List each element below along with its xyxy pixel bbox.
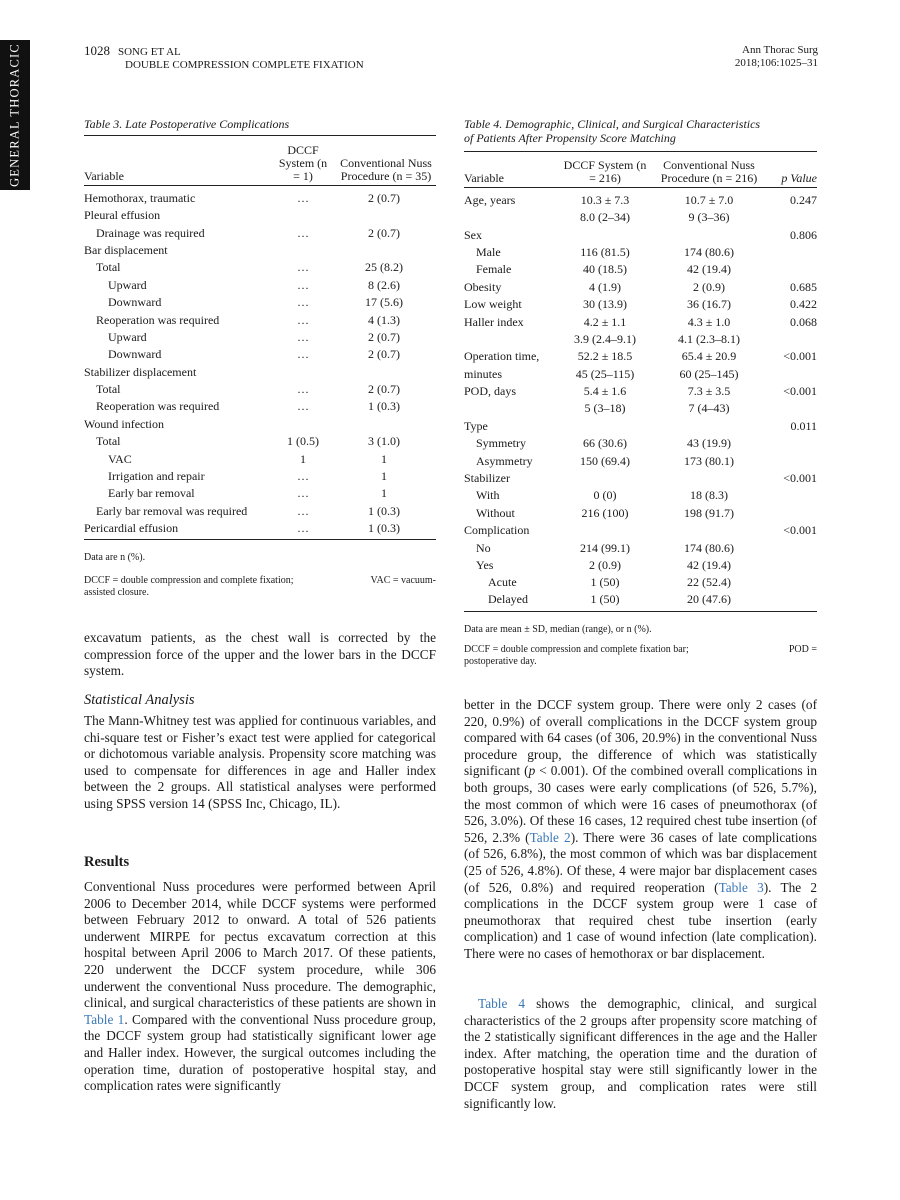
paragraph-matching [464,996,817,1112]
table4-row [464,574,817,591]
table4-cell-variable: Female [476,262,512,277]
table4-cell-dccf: 66 (30.6) [583,436,627,451]
table3-row [84,311,436,328]
table4-row [464,243,817,260]
table3-cell-dccf [274,363,332,380]
table3-row [84,363,436,380]
table4-cell-nuss: 42 (19.4) [687,262,731,277]
table4-cell-variable: Complication [464,523,530,538]
table4-cell-dccf: 4.2 ± 1.1 [583,314,627,329]
table4-cell-pvalue [768,435,817,452]
table3-cell-dccf: … [297,382,309,397]
table4-cell-pvalue: 0.422 [790,297,817,312]
table3-row [84,186,436,207]
side-tab-label: GENERAL THORACIC [7,43,22,187]
table4-cell-dccf [560,226,650,243]
table3-cell-variable: Total [96,434,121,449]
table4-row [464,278,817,295]
table3-cell-variable: Total [96,260,121,275]
header-journal: Ann Thorac Surg [742,44,818,56]
table4-row [464,452,817,469]
table4-cell-nuss: 198 (91.7) [684,505,734,520]
complications-text-b: < 0.001). Of the combined overall complications in both groups, 30 cases were early complications (of 526, 5.7%), the most common of which were 16 cases of pneumothorax (of 526, 3.0%). Of these 16 cases, 12 required chest tube insertion (of 526, 2.3% ( [464,763,817,845]
table3-note: Data are n (%). [84,552,146,563]
table3-cell-dccf: … [297,486,309,501]
table2-link[interactable]: Table 2 [529,829,571,845]
p-symbol: p [528,763,536,779]
table4-abbrev-pod: POD = [788,644,817,655]
table3-row [84,207,436,224]
table3-cell-variable: Reoperation was required [96,312,220,327]
table4-cell-variable: Operation time, [464,349,540,364]
table4-cell-pvalue [768,209,817,226]
table3-abbrev-dccf: DCCF = double compression and complete fixation; [84,575,294,586]
table4-row [464,487,817,504]
table4-cell-variable: Symmetry [476,436,526,451]
heading-statistical-analysis: Statistical Analysis [84,692,195,708]
complications-text-a: better in the DCCF system group. There were only 2 cases (of 220, 0.9%) of overall complications in the DCCF system group compared with 64 cases (of 306, 20.9%) in the conventional Nuss procedure group, the difference of which was statistically significant ( [464,697,817,779]
table4-cell-pvalue: <0.001 [783,471,817,486]
table3-cell-variable: Early bar removal was required [96,503,248,518]
header-citation: 2018;106:1025–31 [734,57,818,69]
table4-cell-nuss: 20 (47.6) [687,592,731,607]
table3-cell-nuss [332,415,436,432]
table4-row [464,188,817,209]
table3-cell-nuss: 2 (0.7) [368,382,400,397]
table4-cell-dccf: 5 (3–18) [584,401,626,416]
table4-cell-dccf: 45 (25–115) [575,366,635,381]
table4-note: Data are mean ± SD, median (range), or n (%). [464,624,652,635]
table4-cell-variable: Yes [476,558,494,572]
table4-cell-nuss: 65.4 ± 20.9 [681,349,737,364]
table3-row [84,224,436,241]
table4-row [464,400,817,417]
table4-cell-dccf: 116 (81.5) [580,244,630,259]
table3-abbrev [84,575,436,599]
table3-cell-nuss [332,363,436,380]
table4-cell-variable: Stabilizer [464,471,510,486]
table4-cell-dccf: 3.9 (2.4–9.1) [574,331,636,346]
table4-row [464,417,817,434]
table4-row [464,382,817,399]
table3-row [84,450,436,467]
table4-cell-nuss: 174 (80.6) [684,540,734,555]
table3-cell-variable: Drainage was required [96,225,205,240]
table3-cell-nuss: 1 (0.3) [368,399,400,414]
table3 [84,135,436,540]
running-header-left [84,44,364,72]
table4 [464,151,817,612]
table3-cell-nuss: 1 [381,486,387,501]
table3-header-row [84,136,436,186]
paragraph-statistical-analysis: The Mann-Whitney test was applied for continuous variables, and chi-square test or Fisher’s exact test were applied for categorical or dichotomous variable analysis. Propensity score matching was used to compensate for differences in age and Haller index between the 2 groups. All statistical analyses were performed using SPSS version 14 (SPSS Inc, Chicago, IL). [84,713,436,811]
table4-cell-nuss [650,522,768,539]
table4-cell-pvalue [768,330,817,347]
table3-cell-dccf: … [297,399,309,414]
table4-abbrev-dccf: DCCF = double compression and complete fixation bar; [464,644,689,655]
running-header-right [735,44,818,70]
table3-cell-dccf: … [297,347,309,362]
table4-cell-variable: With [476,488,500,503]
table3-cell-variable: Bar displacement [84,242,168,257]
table3-cell-variable: Reoperation was required [96,399,220,414]
table4-cell-nuss: 4.3 ± 1.0 [687,314,731,329]
results-text-b: . Compared with the conventional Nuss procedure group, the DCCF system group had statistically significant lower age and Haller index. However, the surgical outcomes including the operation time, duration of postoperative hospital stay, and complication rates were significantly [84,1011,436,1094]
table4-cell-pvalue: <0.001 [783,523,817,538]
table4-cell-pvalue [768,591,817,611]
table4-cell-nuss: 174 (80.6) [684,244,734,259]
table4-cell-pvalue [768,574,817,591]
table4-cell-variable: Asymmetry [476,453,533,468]
table3-cell-variable: Pleural effusion [84,208,161,223]
complications-text-d: ). The 2 complications in the DCCF system group were 1 case of pneumothorax that required chest tube insertion (early complication) and 1 case of wound infection (late complication). There were no cases of hemothorax or bar displacement. [464,879,817,961]
table3-abbrev-vac-cont: assisted closure. [84,587,149,598]
table4-row [464,556,817,573]
table3-row [84,276,436,293]
table4-cell-variable: Type [464,418,488,433]
table4-cell-dccf: 40 (18.5) [583,262,627,277]
table4-row [464,522,817,539]
table3-row [84,293,436,310]
table3-row [84,380,436,397]
table4-row [464,348,817,365]
table3-cell-dccf: 1 [300,451,306,466]
table3-cell-variable: Downward [108,347,162,362]
results-text-a: Conventional Nuss procedures were performed between April 2006 to December 2014, while DCCF systems were performed between February 2012 to onward. A total of 526 patients underwent MIRPE for pectus excavatum correction at this hospital between April 2006 to March 2017. Of these patients, 220 underwent the DCCF system procedure, while 306 underwent the conventional Nuss procedure. The demographic, clinical, and surgical characteristics of these patients are shown in [84,879,436,1011]
table4-cell-variable: minutes [464,366,502,381]
heading-results: Results [84,854,130,870]
table3-cell-nuss: 4 (1.3) [368,312,400,327]
table4-cell-nuss: 36 (16.7) [687,297,731,312]
table4-cell-variable: Without [476,505,515,520]
table4-cell-nuss: 22 (52.4) [687,575,731,590]
table4-cell-variable [464,209,560,226]
table4-col-pvalue: p Value [781,171,817,185]
table3-cell-nuss: 1 [381,469,387,484]
paragraph-results [84,879,436,1095]
table4-cell-nuss: 7 (4–43) [688,401,730,416]
table3-row [84,520,436,540]
table4-cell-pvalue: 0.247 [790,193,817,208]
table4-abbrev [464,644,817,668]
table3-col-variable: Variable [84,169,124,183]
table4-cell-nuss: 2 (0.9) [693,279,725,294]
table3-row [84,259,436,276]
table3-cell-variable: Stabilizer displacement [84,364,197,379]
table4-cell-nuss: 4.1 (2.3–8.1) [678,331,740,346]
table4-cell-nuss: 42 (19.4) [687,558,731,572]
table4-cell-variable: No [476,540,491,555]
table4-cell-variable: Obesity [464,279,502,294]
table3-cell-nuss: 8 (2.6) [368,277,400,292]
table3-cell-variable: Pericardial effusion [84,520,179,535]
table3-cell-dccf: … [297,329,309,344]
table3-cell-variable: Irrigation and repair [108,469,205,484]
header-short-title: DOUBLE COMPRESSION COMPLETE FIXATION [125,59,364,71]
table4-cell-dccf: 1 (50) [590,575,620,590]
table3-cell-variable: Upward [108,277,147,292]
paragraph-methods-end: excavatum patients, as the chest wall is corrected by the compression force of the upper and the lower bars in the DCCF system. [84,630,436,679]
table3-cell-variable: Upward [108,329,147,344]
table3-cell-dccf: … [297,277,309,292]
table3-cell-dccf: … [297,503,309,518]
table4-cell-dccf: 1 (50) [590,592,620,607]
table1-link[interactable]: Table 1 [84,1011,125,1027]
table3-cell-dccf: … [297,260,309,275]
header-authors: SONG ET AL [118,46,181,58]
table4-abbrev-pod-cont: postoperative day. [464,656,537,667]
table4-row [464,591,817,611]
table3-cell-dccf: … [297,191,309,206]
table3-row [84,433,436,450]
table3-cell-dccf: … [297,295,309,310]
table4-cell-dccf: 52.2 ± 18.5 [577,349,633,364]
table4-cell-variable: Sex [464,227,482,242]
table3-abbrev-vac: VAC = vacuum- [370,575,436,586]
page-number: 1028 [84,43,110,58]
table4-cell-pvalue [768,556,817,573]
table4-cell-nuss: 7.3 ± 3.5 [687,384,731,399]
table4-cell-dccf [560,522,650,539]
table4-caption-line1: Table 4. Demographic, Clinical, and Surgical Characteristics [464,117,761,131]
table4-cell-nuss: 9 (3–36) [688,210,730,225]
table4-cell-pvalue [768,261,817,278]
table4-col-variable: Variable [464,171,504,185]
table4-row [464,504,817,521]
table4-cell-pvalue [768,504,817,521]
table4-cell-variable: Age, years [464,193,516,208]
table4-cell-dccf: 10.3 ± 7.3 [580,193,630,208]
table4-cell-dccf [560,417,650,434]
table3-cell-dccf [274,241,332,258]
table4-cell-pvalue: 0.068 [790,314,817,329]
table4-cell-pvalue [768,243,817,260]
table4-caption-line2: of Patients After Propensity Score Matching [464,131,676,145]
table4-cell-dccf: 4 (1.9) [589,279,621,294]
table4-cell-variable [464,330,560,347]
table3-col-nuss: Conventional Nuss Procedure (n = 35) [340,156,432,183]
table3-cell-nuss: 1 (0.3) [368,503,400,518]
table4-link[interactable]: Table 4 [478,996,526,1011]
table4-col-nuss: Conventional Nuss Procedure (n = 216) [660,158,758,185]
table4-cell-pvalue [768,539,817,556]
table4-cell-pvalue [768,365,817,382]
table4-row [464,261,817,278]
table3-cell-nuss: 17 (5.6) [365,295,403,310]
table4-row [464,469,817,486]
table4-cell-pvalue: <0.001 [783,384,817,399]
table4-cell-nuss: 43 (19.9) [687,436,731,451]
table3-col-dccf: DCCF System (n = 1) [278,143,328,183]
table3-cell-dccf: 1 (0.5) [287,434,319,449]
table4-cell-pvalue: 0.806 [790,227,817,242]
table4-cell-nuss: 60 (25–145) [679,366,739,381]
table4-cell-variable [464,400,560,417]
table4-cell-dccf: 8.0 (2–34) [580,210,630,225]
table4-header-row [464,152,817,188]
table4-cell-dccf: 0 (0) [593,488,617,503]
table4-cell-dccf [560,469,650,486]
table3-cell-nuss: 2 (0.7) [368,347,400,362]
table3-cell-dccf [274,415,332,432]
table3-cell-variable: VAC [108,451,132,466]
table3-cell-nuss: 2 (0.7) [368,225,400,240]
table4-cell-nuss: 173 (80.1) [684,453,734,468]
table4-cell-pvalue [768,452,817,469]
matching-text: shows the demographic, clinical, and surgical characteristics of the 2 groups after propensity score matching of the 2 statistically significant differences in the age and the Haller index. After matching, the operation time and the duration of postoperative hospital stay were still significantly lower in the DCCF system group, and complication rates were still significantly low. [464,996,817,1111]
table4-cell-dccf: 5.4 ± 1.6 [583,384,627,399]
table4-cell-pvalue [768,487,817,504]
table4-cell-variable: Acute [488,575,517,590]
table3-row [84,502,436,519]
table4-cell-dccf: 30 (13.9) [583,297,627,312]
table4-cell-dccf: 214 (99.1) [580,540,630,555]
table4-cell-dccf: 216 (100) [581,505,629,520]
table4-col-dccf: DCCF System (n = 216) [563,158,647,185]
section-side-tab [0,40,30,190]
table4-cell-nuss: 18 (8.3) [690,488,728,503]
table3-cell-dccf: … [297,469,309,484]
table4-cell-pvalue: 0.685 [790,279,817,294]
table4-cell-variable: POD, days [464,384,517,399]
table4-row [464,539,817,556]
table4-row [464,330,817,347]
table3-cell-nuss [332,241,436,258]
table4-cell-nuss: 10.7 ± 7.0 [684,193,734,208]
table4-row [464,313,817,330]
table3-caption: Table 3. Late Postoperative Complications [84,117,290,131]
table3-cell-variable: Downward [108,295,162,310]
table4-row [464,365,817,382]
table4-cell-variable: Male [476,244,501,259]
paragraph-complications [464,697,817,963]
table3-cell-nuss: 25 (8.2) [365,260,403,275]
table4-cell-pvalue: <0.001 [783,349,817,364]
table4-cell-pvalue [768,400,817,417]
table4-cell-nuss [650,417,768,434]
table3-row [84,346,436,363]
table3-cell-nuss: 1 (0.3) [368,520,400,535]
table4-row [464,295,817,312]
table3-cell-nuss: 1 [381,451,387,466]
table3-cell-nuss [332,207,436,224]
table3-row [84,467,436,484]
table4-cell-dccf: 2 (0.9) [589,558,621,572]
table4-row [464,226,817,243]
table3-cell-dccf [274,207,332,224]
table4-row [464,435,817,452]
table4-caption [464,117,760,145]
table3-cell-nuss: 2 (0.7) [368,191,400,206]
table3-row [84,328,436,345]
table4-cell-variable: Low weight [464,297,522,312]
table4-cell-nuss [650,469,768,486]
table3-cell-dccf: … [297,225,309,240]
table3-cell-nuss: 3 (1.0) [368,434,400,449]
table3-row [84,415,436,432]
table3-cell-variable: Wound infection [84,416,165,431]
table3-row [84,485,436,502]
table3-cell-dccf: … [297,520,309,535]
table3-row [84,241,436,258]
table3-link[interactable]: Table 3 [718,879,764,895]
table3-row [84,398,436,415]
table4-cell-nuss [650,226,768,243]
table4-cell-variable: Delayed [488,592,528,607]
table3-cell-variable: Hemothorax, traumatic [84,191,196,206]
table4-cell-dccf: 150 (69.4) [580,453,630,468]
table4-cell-pvalue: 0.011 [790,418,817,433]
table3-cell-variable: Early bar removal [108,486,195,501]
table3-cell-nuss: 2 (0.7) [368,329,400,344]
complications-text-c: ). There were 36 cases of late complications (of 526, 6.8%), the most common of which was bar displacement (25 of 526, 4.8%). Of these, 4 were major bar displacement cases (of 526, 0.8%) and required reoperation ( [464,829,817,895]
table4-cell-variable: Haller index [464,314,524,329]
table4-row [464,209,817,226]
table3-cell-variable: Total [96,382,121,397]
table3-cell-dccf: … [297,312,309,327]
